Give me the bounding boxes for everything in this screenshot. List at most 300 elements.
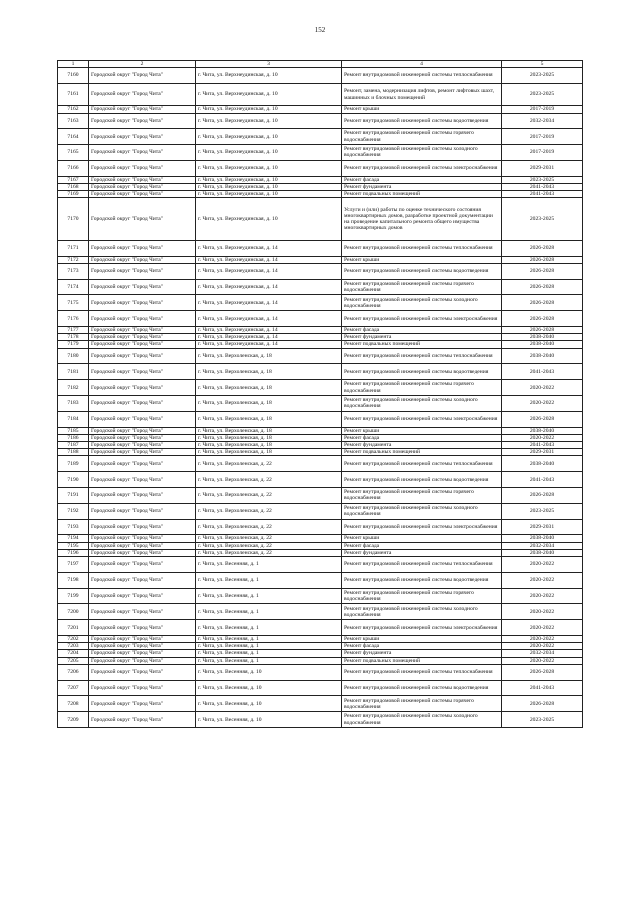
work-type-cell: Ремонт внутридомовой инженерной системы горячего водоснабжения <box>342 696 502 712</box>
period-cell: 2020-2022 <box>502 572 583 588</box>
period-cell: 2038-2040 <box>502 549 583 556</box>
period-cell: 2017-2019 <box>502 106 583 113</box>
table-row <box>58 263 583 279</box>
address-cell: г. Чита, ул. Верхнеудинская, д. 10 <box>196 113 342 129</box>
municipality-cell: Городской округ "Город Чита" <box>89 183 196 190</box>
period-cell: 2026-2028 <box>502 279 583 295</box>
address-cell: г. Чита, ул. Верхнеудинская, д. 14 <box>196 327 342 334</box>
row-number: 7170 <box>58 198 89 241</box>
address-cell: г. Чита, ул. Верхнеудинская, д. 14 <box>196 240 342 256</box>
address-cell: г. Чита, ул. Верхоленская, д. 18 <box>196 348 342 364</box>
address-cell: г. Чита, ул. Верхнеудинская, д. 14 <box>196 334 342 341</box>
table-row <box>58 176 583 183</box>
header-col-2: 2 <box>89 61 196 68</box>
period-cell: 2026-2028 <box>502 696 583 712</box>
table-row <box>58 488 583 504</box>
municipality-cell: Городской округ "Город Чита" <box>89 427 196 434</box>
municipality-cell: Городской округ "Город Чита" <box>89 240 196 256</box>
work-type-cell: Ремонт крыши <box>342 106 502 113</box>
municipality-cell: Городской округ "Город Чита" <box>89 334 196 341</box>
table-row <box>58 411 583 427</box>
work-type-cell: Ремонт внутридомовой инженерной системы электроснабжения <box>342 411 502 427</box>
row-number: 7190 <box>58 472 89 488</box>
row-number: 7173 <box>58 263 89 279</box>
row-number: 7196 <box>58 549 89 556</box>
row-number: 7207 <box>58 680 89 696</box>
row-number: 7179 <box>58 341 89 348</box>
table-row <box>58 456 583 472</box>
table-row <box>58 396 583 412</box>
table-row <box>58 183 583 190</box>
table-row <box>58 240 583 256</box>
table-row <box>58 604 583 620</box>
municipality-cell: Городской округ "Город Чита" <box>89 341 196 348</box>
period-cell: 2020-2022 <box>502 434 583 441</box>
work-type-cell: Ремонт крыши <box>342 427 502 434</box>
period-cell: 2038-2040 <box>502 341 583 348</box>
work-type-cell: Ремонт внутридомовой инженерной системы электроснабжения <box>342 620 502 636</box>
period-cell: 2038-2040 <box>502 427 583 434</box>
row-number: 7162 <box>58 106 89 113</box>
municipality-cell: Городской округ "Город Чита" <box>89 191 196 198</box>
table-row <box>58 380 583 396</box>
row-number: 7174 <box>58 279 89 295</box>
row-number: 7164 <box>58 129 89 145</box>
period-cell: 2023-2025 <box>502 198 583 241</box>
address-cell: г. Чита, ул. Весенняя, д. 1 <box>196 650 342 657</box>
row-number: 7167 <box>58 176 89 183</box>
period-cell: 2038-2040 <box>502 535 583 542</box>
period-cell: 2026-2028 <box>502 411 583 427</box>
row-number: 7204 <box>58 650 89 657</box>
address-cell: г. Чита, ул. Верхнеудинская, д. 10 <box>196 106 342 113</box>
address-cell: г. Чита, ул. Верхоленская, д. 22 <box>196 488 342 504</box>
municipality-cell: Городской округ "Город Чита" <box>89 106 196 113</box>
address-cell: г. Чита, ул. Верхоленская, д. 22 <box>196 535 342 542</box>
address-cell: г. Чита, ул. Весенняя, д. 1 <box>196 572 342 588</box>
period-cell: 2023-2025 <box>502 83 583 106</box>
period-cell: 2026-2028 <box>502 311 583 327</box>
work-type-cell: Ремонт внутридомовой инженерной системы теплоснабжения <box>342 664 502 680</box>
work-type-cell: Ремонт внутридомовой инженерной системы горячего водоснабжения <box>342 129 502 145</box>
period-cell: 2038-2040 <box>502 456 583 472</box>
municipality-cell: Городской округ "Город Чита" <box>89 327 196 334</box>
address-cell: г. Чита, ул. Верхоленская, д. 22 <box>196 456 342 472</box>
period-cell: 2041-2043 <box>502 183 583 190</box>
municipality-cell: Городской округ "Город Чита" <box>89 650 196 657</box>
row-number: 7182 <box>58 380 89 396</box>
row-number: 7168 <box>58 183 89 190</box>
work-type-cell: Ремонт фасада <box>342 434 502 441</box>
period-cell: 2029-2031 <box>502 519 583 535</box>
work-type-cell: Ремонт подвальных помещений <box>342 341 502 348</box>
address-cell: г. Чита, ул. Весенняя, д. 1 <box>196 588 342 604</box>
address-cell: г. Чита, ул. Верхнеудинская, д. 14 <box>196 295 342 311</box>
address-cell: г. Чита, ул. Верхоленская, д. 22 <box>196 519 342 535</box>
table-row <box>58 620 583 636</box>
table-row <box>58 696 583 712</box>
work-type-cell: Ремонт фундамента <box>342 442 502 449</box>
work-type-cell: Ремонт фундамента <box>342 650 502 657</box>
repair-schedule-table <box>57 60 583 728</box>
municipality-cell: Городской округ "Город Чита" <box>89 680 196 696</box>
row-number: 7205 <box>58 657 89 664</box>
address-cell: г. Чита, ул. Верхоленская, д. 18 <box>196 380 342 396</box>
row-number: 7201 <box>58 620 89 636</box>
row-number: 7160 <box>58 68 89 84</box>
address-cell: г. Чита, ул. Весенняя, д. 1 <box>196 643 342 650</box>
period-cell: 2020-2022 <box>502 557 583 573</box>
row-number: 7199 <box>58 588 89 604</box>
municipality-cell: Городской округ "Город Чита" <box>89 176 196 183</box>
table-row <box>58 542 583 549</box>
row-number: 7197 <box>58 557 89 573</box>
row-number: 7178 <box>58 334 89 341</box>
address-cell: г. Чита, ул. Весенняя, д. 10 <box>196 680 342 696</box>
row-number: 7186 <box>58 434 89 441</box>
municipality-cell: Городской округ "Город Чита" <box>89 348 196 364</box>
work-type-cell: Ремонт подвальных помещений <box>342 191 502 198</box>
municipality-cell: Городской округ "Город Чита" <box>89 620 196 636</box>
municipality-cell: Городской округ "Город Чита" <box>89 145 196 161</box>
work-type-cell: Ремонт внутридомовой инженерной системы холодного водоснабжения <box>342 145 502 161</box>
address-cell: г. Чита, ул. Верхоленская, д. 22 <box>196 542 342 549</box>
address-cell: г. Чита, ул. Весенняя, д. 10 <box>196 696 342 712</box>
period-cell: 2029-2031 <box>502 160 583 176</box>
header-col-4: 4 <box>342 61 502 68</box>
municipality-cell: Городской округ "Город Чита" <box>89 442 196 449</box>
period-cell: 2023-2025 <box>502 712 583 728</box>
period-cell: 2026-2028 <box>502 327 583 334</box>
period-cell: 2020-2022 <box>502 396 583 412</box>
table-header <box>58 61 583 68</box>
table-row <box>58 519 583 535</box>
address-cell: г. Чита, ул. Весенняя, д. 1 <box>196 557 342 573</box>
work-type-cell: Ремонт фасада <box>342 327 502 334</box>
period-cell: 2038-2040 <box>502 334 583 341</box>
period-cell: 2041-2043 <box>502 680 583 696</box>
work-type-cell: Ремонт фундамента <box>342 183 502 190</box>
address-cell: г. Чита, ул. Весенняя, д. 10 <box>196 712 342 728</box>
row-number: 7191 <box>58 488 89 504</box>
row-number: 7180 <box>58 348 89 364</box>
municipality-cell: Городской округ "Город Чита" <box>89 364 196 380</box>
page-number: 152 <box>314 26 326 34</box>
period-cell: 2032-2034 <box>502 542 583 549</box>
work-type-cell: Ремонт, замена, модернизация лифтов, ремонт лифтовых шахт, машинных и блочных помещений <box>342 83 502 106</box>
period-cell: 2023-2025 <box>502 503 583 519</box>
period-cell: 2029-2031 <box>502 449 583 456</box>
address-cell: г. Чита, ул. Верхнеудинская, д. 10 <box>196 129 342 145</box>
municipality-cell: Городской округ "Город Чита" <box>89 160 196 176</box>
row-number: 7193 <box>58 519 89 535</box>
work-type-cell: Ремонт фасада <box>342 176 502 183</box>
table-row <box>58 680 583 696</box>
municipality-cell: Городской округ "Город Чита" <box>89 712 196 728</box>
table-row <box>58 643 583 650</box>
table-row <box>58 129 583 145</box>
table-row <box>58 83 583 106</box>
municipality-cell: Городской округ "Город Чита" <box>89 572 196 588</box>
period-cell: 2020-2022 <box>502 604 583 620</box>
address-cell: г. Чита, ул. Верхнеудинская, д. 14 <box>196 256 342 263</box>
municipality-cell: Городской округ "Город Чита" <box>89 456 196 472</box>
period-cell: 2023-2025 <box>502 176 583 183</box>
table-row <box>58 364 583 380</box>
address-cell: г. Чита, ул. Весенняя, д. 1 <box>196 620 342 636</box>
work-type-cell: Ремонт внутридомовой инженерной системы водоотведения <box>342 113 502 129</box>
table-row <box>58 295 583 311</box>
row-number: 7175 <box>58 295 89 311</box>
table-row <box>58 327 583 334</box>
address-cell: г. Чита, ул. Весенняя, д. 1 <box>196 636 342 643</box>
row-number: 7181 <box>58 364 89 380</box>
table-row <box>58 557 583 573</box>
header-col-1: 1 <box>58 61 89 68</box>
table-row <box>58 160 583 176</box>
period-cell: 2023-2025 <box>502 68 583 84</box>
address-cell: г. Чита, ул. Верхнеудинская, д. 10 <box>196 176 342 183</box>
address-cell: г. Чита, ул. Верхоленская, д. 18 <box>196 442 342 449</box>
municipality-cell: Городской округ "Город Чита" <box>89 503 196 519</box>
work-type-cell: Услуги и (или) работы по оценке технического состояния многоквартирных домов, разработке проектной документации на проведение капитального ремонта общего имущества многоквартирных домов <box>342 198 502 241</box>
address-cell: г. Чита, ул. Верхоленская, д. 22 <box>196 503 342 519</box>
municipality-cell: Городской округ "Город Чита" <box>89 311 196 327</box>
row-number: 7172 <box>58 256 89 263</box>
work-type-cell: Ремонт внутридомовой инженерной системы холодного водоснабжения <box>342 396 502 412</box>
work-type-cell: Ремонт фасада <box>342 643 502 650</box>
municipality-cell: Городской округ "Город Чита" <box>89 396 196 412</box>
table-row <box>58 472 583 488</box>
row-number: 7187 <box>58 442 89 449</box>
work-type-cell: Ремонт крыши <box>342 256 502 263</box>
table-row <box>58 341 583 348</box>
municipality-cell: Городской округ "Город Чита" <box>89 449 196 456</box>
row-number: 7171 <box>58 240 89 256</box>
address-cell: г. Чита, ул. Верхнеудинская, д. 14 <box>196 279 342 295</box>
table-row <box>58 657 583 664</box>
period-cell: 2038-2040 <box>502 348 583 364</box>
table-row <box>58 588 583 604</box>
row-number: 7166 <box>58 160 89 176</box>
municipality-cell: Городской округ "Город Чита" <box>89 535 196 542</box>
work-type-cell: Ремонт внутридомовой инженерной системы холодного водоснабжения <box>342 712 502 728</box>
row-number: 7202 <box>58 636 89 643</box>
period-cell: 2020-2022 <box>502 657 583 664</box>
municipality-cell: Городской округ "Город Чита" <box>89 604 196 620</box>
work-type-cell: Ремонт внутридомовой инженерной системы горячего водоснабжения <box>342 588 502 604</box>
work-type-cell: Ремонт внутридомовой инженерной системы горячего водоснабжения <box>342 279 502 295</box>
municipality-cell: Городской округ "Город Чита" <box>89 664 196 680</box>
work-type-cell: Ремонт фундамента <box>342 334 502 341</box>
row-number: 7176 <box>58 311 89 327</box>
table-row <box>58 449 583 456</box>
work-type-cell: Ремонт крыши <box>342 535 502 542</box>
work-type-cell: Ремонт подвальных помещений <box>342 657 502 664</box>
table-row <box>58 256 583 263</box>
row-number: 7206 <box>58 664 89 680</box>
municipality-cell: Городской округ "Город Чита" <box>89 68 196 84</box>
work-type-cell: Ремонт внутридомовой инженерной системы водоотведения <box>342 364 502 380</box>
period-cell: 2041-2043 <box>502 472 583 488</box>
municipality-cell: Городской округ "Город Чита" <box>89 519 196 535</box>
table-row <box>58 68 583 84</box>
table-row <box>58 650 583 657</box>
municipality-cell: Городской округ "Город Чита" <box>89 643 196 650</box>
period-cell: 2032-2034 <box>502 113 583 129</box>
row-number: 7165 <box>58 145 89 161</box>
period-cell: 2020-2022 <box>502 636 583 643</box>
table-row <box>58 113 583 129</box>
municipality-cell: Городской округ "Город Чита" <box>89 279 196 295</box>
period-cell: 2020-2022 <box>502 643 583 650</box>
municipality-cell: Городской округ "Город Чита" <box>89 411 196 427</box>
period-cell: 2026-2028 <box>502 263 583 279</box>
table-row <box>58 549 583 556</box>
address-cell: г. Чита, ул. Верхнеудинская, д. 10 <box>196 160 342 176</box>
work-type-cell: Ремонт внутридомовой инженерной системы теплоснабжения <box>342 68 502 84</box>
work-type-cell: Ремонт внутридомовой инженерной системы водоотведения <box>342 472 502 488</box>
period-cell: 2020-2022 <box>502 380 583 396</box>
table-row <box>58 636 583 643</box>
row-number: 7194 <box>58 535 89 542</box>
table-row <box>58 503 583 519</box>
row-number: 7209 <box>58 712 89 728</box>
row-number: 7200 <box>58 604 89 620</box>
period-cell: 2017-2019 <box>502 129 583 145</box>
municipality-cell: Городской округ "Город Чита" <box>89 380 196 396</box>
period-cell: 2026-2028 <box>502 664 583 680</box>
address-cell: г. Чита, ул. Верхнеудинская, д. 14 <box>196 311 342 327</box>
address-cell: г. Чита, ул. Весенняя, д. 10 <box>196 664 342 680</box>
row-number: 7169 <box>58 191 89 198</box>
work-type-cell: Ремонт внутридомовой инженерной системы горячего водоснабжения <box>342 488 502 504</box>
period-cell: 2032-2034 <box>502 650 583 657</box>
address-cell: г. Чита, ул. Верхоленская, д. 18 <box>196 411 342 427</box>
address-cell: г. Чита, ул. Верхнеудинская, д. 10 <box>196 83 342 106</box>
table-row <box>58 348 583 364</box>
row-number: 7198 <box>58 572 89 588</box>
row-number: 7195 <box>58 542 89 549</box>
address-cell: г. Чита, ул. Верхнеудинская, д. 10 <box>196 191 342 198</box>
address-cell: г. Чита, ул. Верхоленская, д. 18 <box>196 364 342 380</box>
work-type-cell: Ремонт внутридомовой инженерной системы водоотведения <box>342 572 502 588</box>
work-type-cell: Ремонт внутридомовой инженерной системы холодного водоснабжения <box>342 295 502 311</box>
municipality-cell: Городской округ "Город Чита" <box>89 256 196 263</box>
work-type-cell: Ремонт внутридомовой инженерной системы горячего водоснабжения <box>342 380 502 396</box>
header-row <box>58 61 583 68</box>
municipality-cell: Городской округ "Город Чита" <box>89 295 196 311</box>
period-cell: 2020-2022 <box>502 620 583 636</box>
period-cell: 2026-2028 <box>502 295 583 311</box>
address-cell: г. Чита, ул. Верхоленская, д. 22 <box>196 549 342 556</box>
row-number: 7189 <box>58 456 89 472</box>
work-type-cell: Ремонт подвальных помещений <box>342 449 502 456</box>
work-type-cell: Ремонт внутридомовой инженерной системы электроснабжения <box>342 160 502 176</box>
address-cell: г. Чита, ул. Весенняя, д. 1 <box>196 604 342 620</box>
work-type-cell: Ремонт фундамента <box>342 549 502 556</box>
work-type-cell: Ремонт внутридомовой инженерной системы водоотведения <box>342 263 502 279</box>
table-row <box>58 712 583 728</box>
table-row <box>58 191 583 198</box>
row-number: 7192 <box>58 503 89 519</box>
address-cell: г. Чита, ул. Верхнеудинская, д. 10 <box>196 145 342 161</box>
table-row <box>58 572 583 588</box>
period-cell: 2017-2019 <box>502 145 583 161</box>
work-type-cell: Ремонт внутридомовой инженерной системы теплоснабжения <box>342 348 502 364</box>
header-col-5: 5 <box>502 61 583 68</box>
table-row <box>58 442 583 449</box>
table-row <box>58 434 583 441</box>
row-number: 7177 <box>58 327 89 334</box>
row-number: 7203 <box>58 643 89 650</box>
period-cell: 2041-2043 <box>502 442 583 449</box>
address-cell: г. Чита, ул. Верхоленская, д. 18 <box>196 427 342 434</box>
row-number: 7208 <box>58 696 89 712</box>
period-cell: 2041-2043 <box>502 364 583 380</box>
municipality-cell: Городской округ "Город Чита" <box>89 696 196 712</box>
table-row <box>58 145 583 161</box>
municipality-cell: Городской округ "Город Чита" <box>89 488 196 504</box>
period-cell: 2041-2043 <box>502 191 583 198</box>
municipality-cell: Городской округ "Город Чита" <box>89 542 196 549</box>
address-cell: г. Чита, ул. Верхоленская, д. 18 <box>196 449 342 456</box>
row-number: 7163 <box>58 113 89 129</box>
period-cell: 2026-2028 <box>502 240 583 256</box>
municipality-cell: Городской округ "Город Чита" <box>89 129 196 145</box>
municipality-cell: Городской округ "Город Чита" <box>89 263 196 279</box>
work-type-cell: Ремонт внутридомовой инженерной системы электроснабжения <box>342 311 502 327</box>
table-row <box>58 334 583 341</box>
header-col-3: 3 <box>196 61 342 68</box>
work-type-cell: Ремонт внутридомовой инженерной системы теплоснабжения <box>342 240 502 256</box>
work-type-cell: Ремонт внутридомовой инженерной системы водоотведения <box>342 680 502 696</box>
table-row <box>58 664 583 680</box>
municipality-cell: Городской округ "Город Чита" <box>89 636 196 643</box>
work-type-cell: Ремонт внутридомовой инженерной системы теплоснабжения <box>342 557 502 573</box>
row-number: 7161 <box>58 83 89 106</box>
period-cell: 2026-2028 <box>502 488 583 504</box>
table-row <box>58 198 583 241</box>
work-type-cell: Ремонт крыши <box>342 636 502 643</box>
work-type-cell: Ремонт фасада <box>342 542 502 549</box>
address-cell: г. Чита, ул. Верхнеудинская, д. 14 <box>196 341 342 348</box>
table-row <box>58 106 583 113</box>
municipality-cell: Городской округ "Город Чита" <box>89 198 196 241</box>
address-cell: г. Чита, ул. Верхнеудинская, д. 10 <box>196 68 342 84</box>
row-number: 7183 <box>58 396 89 412</box>
address-cell: г. Чита, ул. Верхнеудинская, д. 14 <box>196 263 342 279</box>
address-cell: г. Чита, ул. Верхоленская, д. 18 <box>196 434 342 441</box>
address-cell: г. Чита, ул. Верхнеудинская, д. 10 <box>196 183 342 190</box>
row-number: 7184 <box>58 411 89 427</box>
period-cell: 2020-2022 <box>502 588 583 604</box>
municipality-cell: Городской округ "Город Чита" <box>89 472 196 488</box>
address-cell: г. Чита, ул. Верхоленская, д. 18 <box>196 396 342 412</box>
table-body <box>58 68 583 728</box>
row-number: 7185 <box>58 427 89 434</box>
municipality-cell: Городской округ "Город Чита" <box>89 588 196 604</box>
address-cell: г. Чита, ул. Верхоленская, д. 22 <box>196 472 342 488</box>
table-row <box>58 535 583 542</box>
municipality-cell: Городской округ "Город Чита" <box>89 657 196 664</box>
table-row <box>58 311 583 327</box>
municipality-cell: Городской округ "Город Чита" <box>89 549 196 556</box>
municipality-cell: Городской округ "Город Чита" <box>89 557 196 573</box>
row-number: 7188 <box>58 449 89 456</box>
address-cell: г. Чита, ул. Верхнеудинская, д. 10 <box>196 198 342 241</box>
table-row <box>58 427 583 434</box>
